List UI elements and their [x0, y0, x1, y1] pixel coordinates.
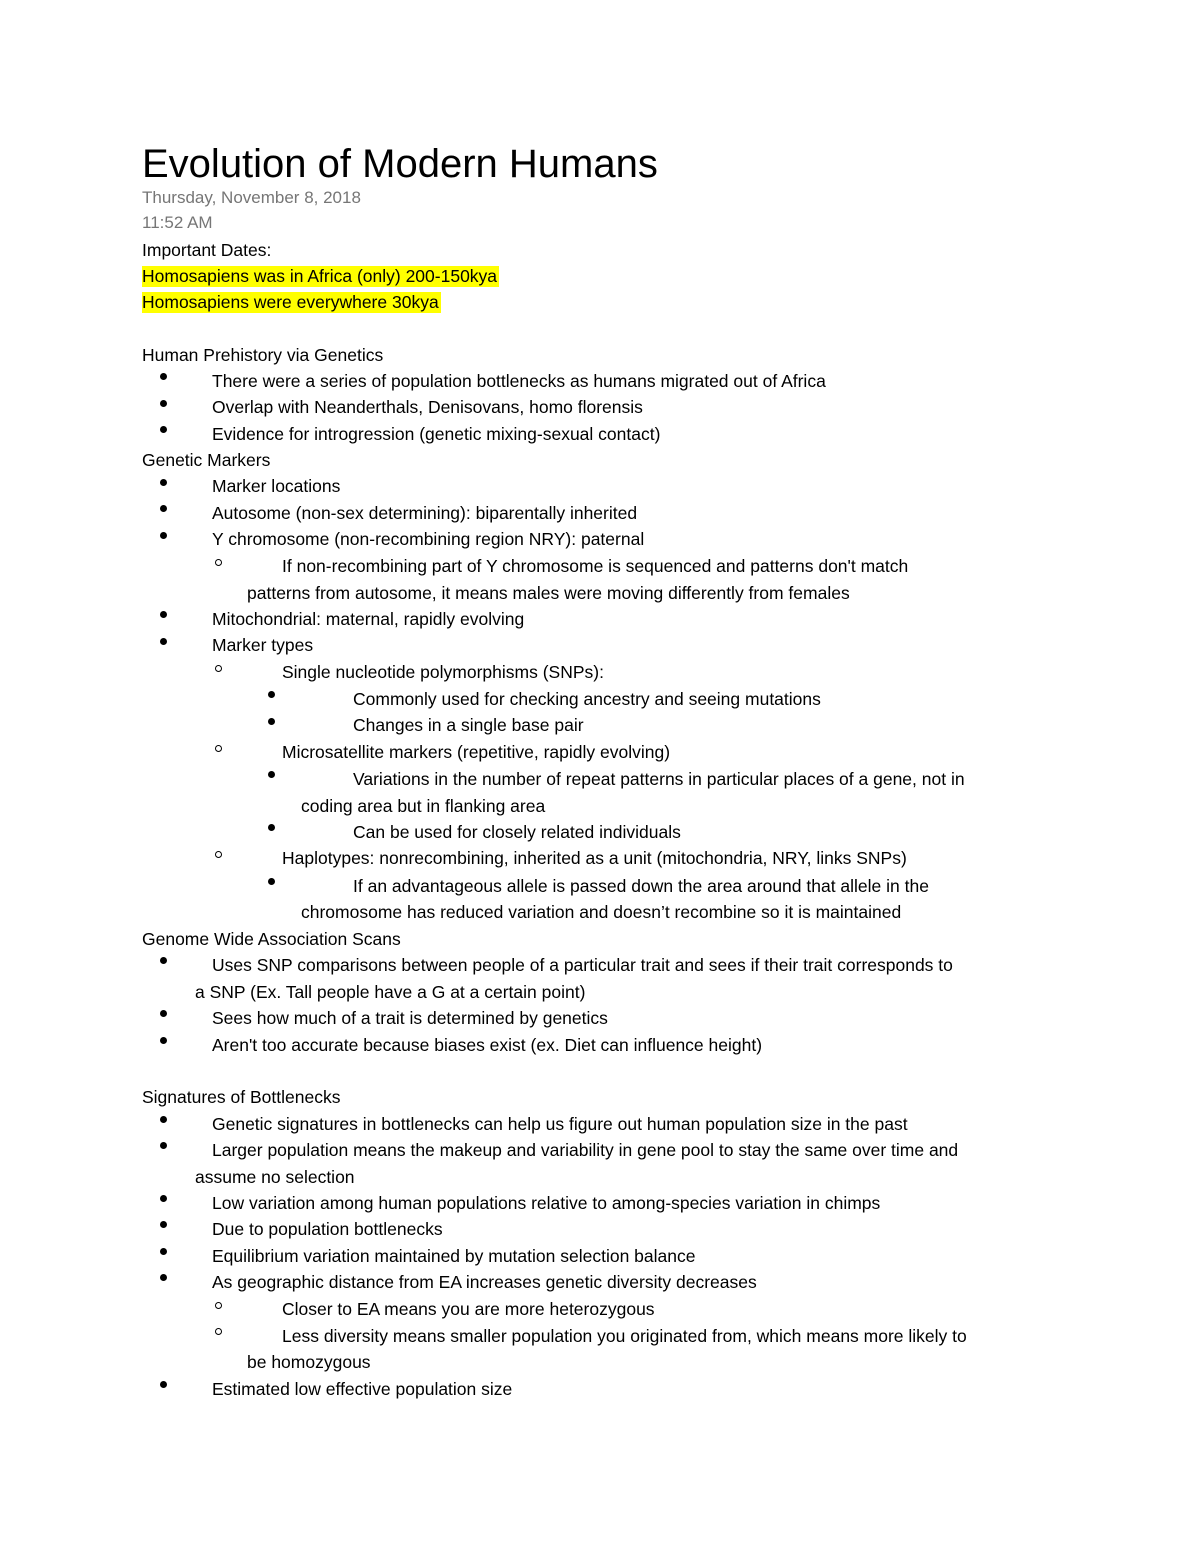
bullet-disc-icon — [160, 1010, 167, 1017]
bullet-disc-icon — [160, 1195, 167, 1202]
bullet-disc-icon — [160, 373, 167, 380]
section-heading: Human Prehistory via Genetics — [142, 345, 384, 365]
note-date: Thursday, November 8, 2018 — [142, 188, 361, 207]
bullet-circle-icon — [215, 665, 222, 672]
bullet-disc-icon — [160, 1248, 167, 1255]
highlight-text: Homosapiens was in Africa (only) 200-150kya — [142, 266, 498, 286]
bullet-disc-icon — [268, 824, 275, 831]
list-item: Can be used for closely related individuals — [353, 822, 681, 842]
bullet-disc-icon — [160, 638, 167, 645]
list-item: Y chromosome (non-recombining region NRY): paternal — [212, 529, 645, 549]
page-title: Evolution of Modern Humans — [142, 142, 658, 186]
bullet-disc-icon — [160, 611, 167, 618]
note-time: 11:52 AM — [142, 213, 213, 232]
list-item: There were a series of population bottlenecks as humans migrated out of Africa — [212, 371, 826, 391]
bullet-disc-icon — [160, 400, 167, 407]
bullet-disc-icon — [160, 1221, 167, 1228]
bullet-disc-icon — [160, 1116, 167, 1123]
bullet-disc-icon — [268, 878, 275, 885]
list-item: As geographic distance from EA increases genetic diversity decreases — [212, 1272, 757, 1292]
bullet-disc-icon — [160, 1274, 167, 1281]
bullet-disc-icon — [268, 771, 275, 778]
bullet-circle-icon — [215, 1302, 222, 1309]
bullet-disc-icon — [268, 691, 275, 698]
list-item-continuation: coding area but in flanking area — [301, 796, 546, 816]
list-item-continuation: chromosome has reduced variation and doesn’t recombine so it is maintained — [301, 902, 902, 922]
list-item-continuation: patterns from autosome, it means males were moving differently from females — [247, 583, 850, 603]
section-heading: Signatures of Bottlenecks — [142, 1087, 341, 1107]
bullet-circle-icon — [215, 559, 222, 566]
bullet-circle-icon — [215, 851, 222, 858]
list-item: Changes in a single base pair — [353, 715, 584, 735]
list-item: Evidence for introgression (genetic mixing-sexual contact) — [212, 424, 661, 444]
bullet-disc-icon — [160, 479, 167, 486]
bullet-disc-icon — [160, 1381, 167, 1388]
important-dates-label: Important Dates: — [142, 240, 272, 260]
list-item: Microsatellite markers (repetitive, rapidly evolving) — [282, 742, 671, 762]
list-item: Sees how much of a trait is determined by genetics — [212, 1008, 608, 1028]
list-item: Single nucleotide polymorphisms (SNPs): — [282, 662, 604, 682]
bullet-disc-icon — [160, 1142, 167, 1149]
highlight-text: Homosapiens were everywhere 30kya — [142, 292, 439, 312]
list-item: Larger population means the makeup and variability in gene pool to stay the same over time and — [212, 1140, 959, 1160]
list-item-continuation: a SNP (Ex. Tall people have a G at a certain point) — [195, 982, 586, 1002]
list-item: Variations in the number of repeat patterns in particular places of a gene, not in — [353, 769, 965, 789]
list-item: Uses SNP comparisons between people of a particular trait and sees if their trait corresponds to — [212, 955, 953, 975]
list-item: Overlap with Neanderthals, Denisovans, homo florensis — [212, 397, 643, 417]
list-item: If non-recombining part of Y chromosome is sequenced and patterns don't match — [282, 556, 909, 576]
bullet-disc-icon — [160, 426, 167, 433]
list-item-continuation: be homozygous — [247, 1352, 371, 1372]
bullet-disc-icon — [268, 718, 275, 725]
section-heading: Genetic Markers — [142, 450, 271, 470]
list-item: Low variation among human populations relative to among-species variation in chimps — [212, 1193, 881, 1213]
highlighted-date-line — [142, 265, 499, 287]
list-item: Less diversity means smaller population you originated from, which means more likely to — [282, 1326, 967, 1346]
list-item: Haplotypes: nonrecombining, inherited as a unit (mitochondria, NRY, links SNPs) — [282, 848, 907, 868]
highlighted-date-line — [142, 291, 441, 313]
list-item: If an advantageous allele is passed down the area around that allele in the — [353, 876, 929, 896]
bullet-disc-icon — [160, 532, 167, 539]
list-item: Due to population bottlenecks — [212, 1219, 443, 1239]
list-item: Equilibrium variation maintained by mutation selection balance — [212, 1246, 696, 1266]
list-item: Closer to EA means you are more heterozygous — [282, 1299, 655, 1319]
bullet-disc-icon — [160, 957, 167, 964]
list-item: Marker locations — [212, 476, 341, 496]
list-item: Autosome (non-sex determining): biparentally inherited — [212, 503, 638, 523]
list-item: Commonly used for checking ancestry and seeing mutations — [353, 689, 821, 709]
bullet-disc-icon — [160, 1037, 167, 1044]
list-item: Mitochondrial: maternal, rapidly evolving — [212, 609, 525, 629]
list-item: Aren't too accurate because biases exist (ex. Diet can influence height) — [212, 1035, 763, 1055]
list-item: Genetic signatures in bottlenecks can help us figure out human population size in the past — [212, 1114, 908, 1134]
bullet-circle-icon — [215, 1328, 222, 1335]
bullet-circle-icon — [215, 745, 222, 752]
bullet-disc-icon — [160, 505, 167, 512]
list-item-continuation: assume no selection — [195, 1167, 355, 1187]
list-item: Estimated low effective population size — [212, 1379, 513, 1399]
list-item: Marker types — [212, 635, 314, 655]
section-heading: Genome Wide Association Scans — [142, 929, 401, 949]
